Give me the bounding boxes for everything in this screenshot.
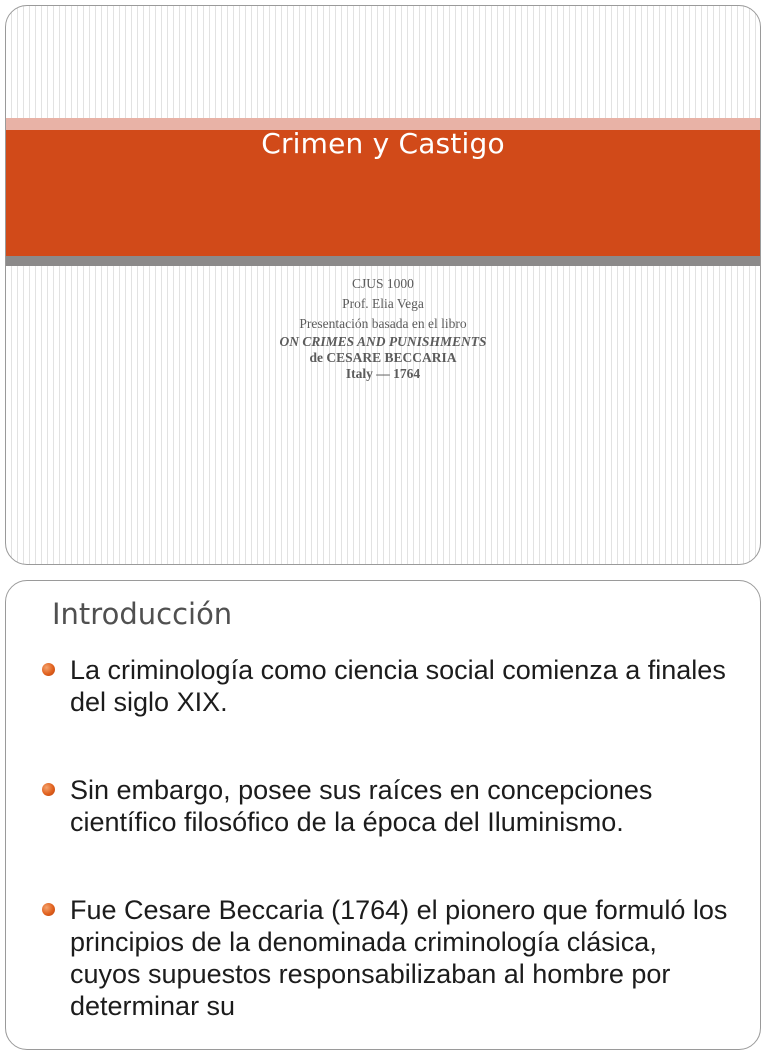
slide-title: Crimen y Castigo bbox=[261, 127, 505, 160]
basis-line: Presentación basada en el libro bbox=[299, 316, 467, 331]
course-code: CJUS 1000 bbox=[352, 276, 414, 291]
title-slide bbox=[5, 5, 761, 565]
bullet-dot-icon bbox=[42, 663, 55, 676]
bullet-list bbox=[34, 654, 734, 1050]
book-title: ON CRIMES AND PUNISHMENTS bbox=[279, 334, 487, 349]
subtitle-block bbox=[6, 274, 760, 382]
professor-name: Prof. Elia Vega bbox=[342, 296, 424, 311]
title-band-bottom-stripe bbox=[6, 256, 760, 266]
place-year: Italy — 1764 bbox=[345, 366, 421, 381]
bullet-text: Fue Cesare Beccaria (1764) el pionero que formuló los principios de la denominada criminología clásica, cuyos supuestos responsabilizaban al hombre por determinar su bbox=[70, 895, 728, 1021]
bullet-item bbox=[34, 654, 734, 718]
bullet-text: La criminología como ciencia social comienza a finales del siglo XIX. bbox=[70, 655, 726, 717]
bullet-item bbox=[34, 894, 734, 1022]
slide-heading: Introducción bbox=[52, 597, 233, 631]
bullet-dot-icon bbox=[42, 903, 55, 916]
bullet-item bbox=[34, 774, 734, 838]
author-line: de CESARE BECCARIA bbox=[309, 350, 457, 365]
bullet-dot-icon bbox=[42, 783, 55, 796]
intro-slide bbox=[5, 580, 761, 1050]
bullet-text: Sin embargo, posee sus raíces en concepciones científico filosófico de la época del Iluminismo. bbox=[70, 775, 653, 837]
